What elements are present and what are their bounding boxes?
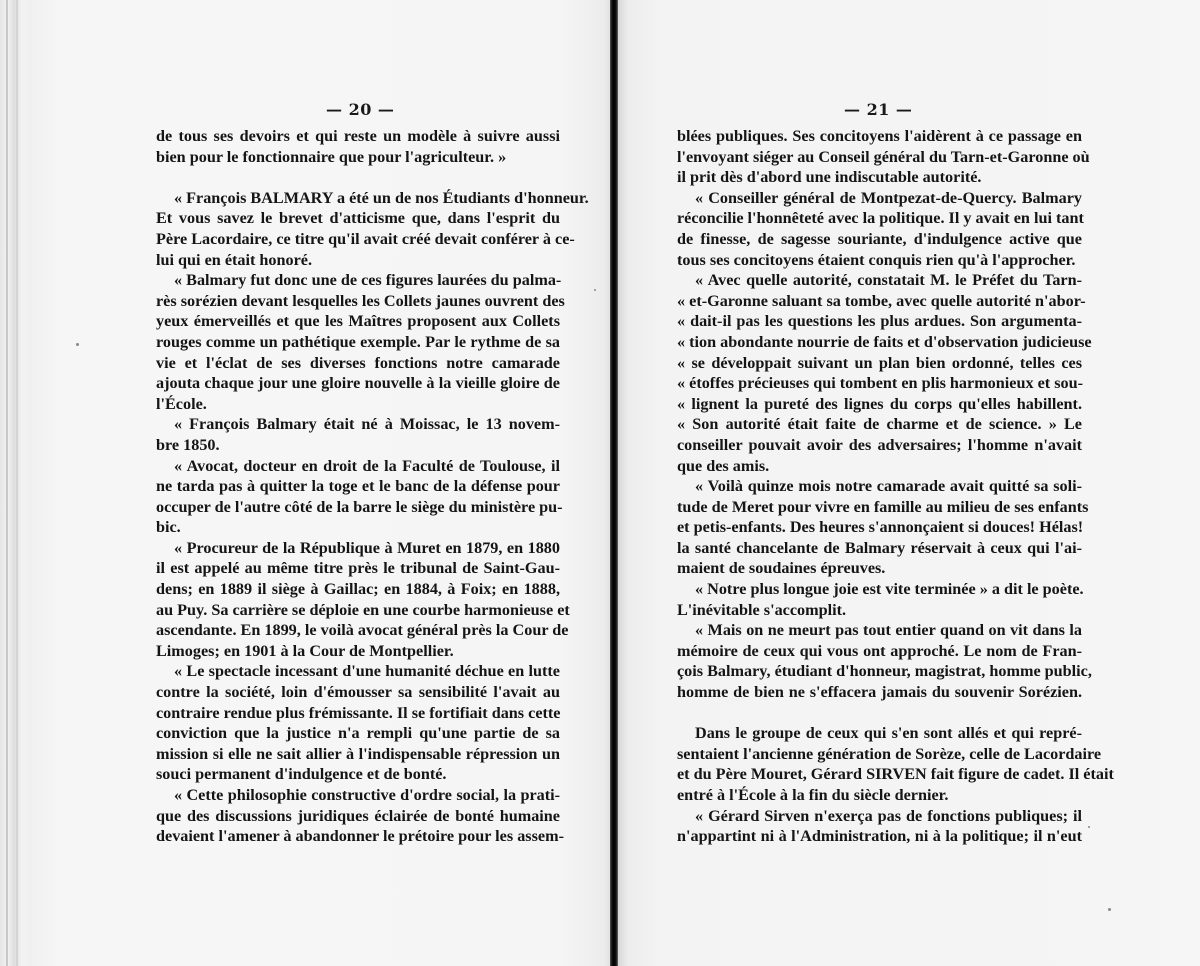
page-number: — 21 —	[844, 100, 913, 119]
text-line: « et-Garonne saluant sa tombe, avec quelle autorité n'abor-	[677, 291, 1086, 310]
text-line: contraire rendue plus frémissante. Il se fortifiait dans cette	[156, 703, 561, 722]
text-line: Dans le groupe de ceux qui s'en sont allés et qui repré-	[695, 724, 1082, 743]
text-line: conviction que la justice n'a rempli qu'une partie de sa	[156, 724, 560, 743]
text-line: L'inévitable s'accomplit.	[677, 600, 847, 619]
text-line: n'appartint ni à l'Administration, ni à la politique; il n'eut	[677, 827, 1082, 846]
text-line: rès sorézien devant lesquelles les Collets jaunes ouvrent des	[156, 291, 565, 310]
text-line: Père Lacordaire, ce titre qu'il avait créé devait conférer à ce-	[156, 229, 575, 248]
page-body-text	[156, 126, 589, 847]
text-line: bre 1850.	[156, 435, 220, 454]
text-line: tous ses concitoyens étaient conquis rien qu'à l'approcher.	[677, 250, 1076, 269]
text-line: et petis-enfants. Des heures s'annonçaient si douces! Hélas!	[677, 518, 1084, 537]
text-line: mémoire de ceux qui vous ont approché. Le nom de Fran-	[677, 641, 1082, 660]
text-line: « Avec quelle autorité, constatait M. le Préfet du Tarn-	[695, 271, 1082, 290]
book-gutter	[610, 0, 618, 966]
text-line: « Mais on ne meurt pas tout entier quand on vit dans la	[695, 621, 1082, 640]
text-line: ne tarda pas à quitter la toge et le banc de la défense pour	[156, 477, 560, 496]
text-line: mission si elle ne sait allier à l'indispensable répression un	[156, 744, 560, 763]
text-line: il prit dès d'abord une indiscutable autorité.	[677, 168, 982, 187]
text-line: de finesse, de sagesse souriante, d'indulgence active que	[677, 229, 1082, 248]
paper-speck	[594, 289, 596, 291]
text-line: « François BALMARY a été un de nos Étudiants d'honneur.	[174, 188, 589, 207]
text-line: « Procureur de la République à Muret en 1879, en 1880	[174, 538, 560, 557]
text-line: çois Balmary, étudiant d'honneur, magistrat, homme public,	[677, 662, 1092, 681]
text-line: ascendante. En 1899, le voilà avocat général près la Cour de	[156, 621, 569, 640]
text-line: Et vous savez le brevet d'atticisme que, dans l'esprit du	[156, 209, 560, 228]
text-line: « François Balmary était né à Moissac, le 13 novem-	[174, 415, 560, 434]
paper-speck	[1088, 826, 1090, 828]
text-line: « tion abondante nourrie de faits et d'observation judicieuse	[677, 332, 1092, 351]
text-line: entré à l'École à la fin du siècle dernier.	[677, 786, 949, 804]
text-line: « Son autorité était faite de charme et de science. » Le	[677, 415, 1082, 434]
text-line: occuper de l'autre côté de la barre le siège du ministère pu-	[156, 497, 563, 516]
text-line: « Le spectacle incessant d'une humanité déchue en lutte	[174, 662, 560, 681]
text-line: blées publiques. Ses concitoyens l'aidèrent à ce passage en	[677, 127, 1082, 145]
page-number: — 20 —	[326, 100, 395, 119]
text-line: que des amis.	[677, 456, 770, 475]
text-line: tude de Meret pour vivre en famille au milieu de ses enfants	[677, 497, 1089, 516]
text-line: sentaient l'ancienne génération de Sorèze, celle de Lacordaire	[677, 744, 1102, 763]
text-line: lui qui en était honoré.	[156, 250, 313, 269]
text-line: maient de soudaines épreuves.	[677, 559, 886, 578]
text-line: homme de bien ne s'effacera jamais du souvenir Sorézien.	[677, 683, 1082, 702]
paragraph-gap	[156, 167, 560, 188]
paper-speck	[76, 343, 79, 346]
text-line: de tous ses devoirs et qui reste un modèle à suivre aussi	[156, 127, 560, 145]
text-line: il est appelé au même titre près le tribunal de Saint-Gau-	[156, 559, 560, 578]
text-line: l'envoyant siéger au Conseil général du Tarn-et-Garonne où	[677, 147, 1090, 166]
text-line: « Notre plus longue joie est vite terminée » a dit le poète.	[695, 580, 1084, 599]
text-line: « Avocat, docteur en droit de la Faculté de Toulouse, il	[174, 456, 560, 475]
text-line: et du Père Mouret, Gérard SIRVEN fait figure de cadet. Il était	[677, 765, 1114, 784]
text-line: « Balmary fut donc une de ces figures laurées du palma-	[174, 271, 562, 290]
paragraph-gap	[677, 703, 1082, 724]
text-line: « Voilà quinze mois notre camarade avait quitté sa soli-	[695, 477, 1082, 496]
text-line: vie et l'éclat de ses diverses fonctions notre camarade	[156, 353, 560, 372]
text-line: dens; en 1889 il siège à Gaillac; en 1884, à Foix; en 1888,	[156, 580, 560, 599]
text-line: rouges comme un pathétique exemple. Par le rythme de sa	[156, 332, 560, 351]
text-line: souci permanent d'indulgence et de bonté.	[156, 765, 447, 784]
text-line: « Conseiller général de Montpezat-de-Quercy. Balmary	[695, 188, 1082, 207]
text-line: « dait-il pas les questions les plus ardues. Son argumenta-	[677, 312, 1082, 331]
text-line: réconcilie l'honnêteté avec la politique. Il y avait en lui tant	[677, 209, 1084, 228]
right-page	[618, 0, 1200, 966]
text-line: Limoges; en 1901 à la Cour de Montpellier.	[156, 641, 454, 660]
text-line: que des discussions juridiques éclairée de bonté humaine	[156, 806, 560, 825]
text-line: conseiller pouvait avoir des adversaires; l'homme n'avait	[677, 435, 1082, 454]
text-line: l'École.	[156, 394, 207, 413]
text-line: contre la société, loin d'émousser sa sensibilité l'avait au	[156, 683, 560, 702]
page-body-text	[677, 126, 1114, 847]
text-line: au Puy. Sa carrière se déploie en une courbe harmonieuse et	[156, 600, 570, 619]
text-line: bien pour le fonctionnaire que pour l'agriculteur. »	[156, 147, 507, 166]
text-line: « Gérard Sirven n'exerça pas de fonctions publiques; il	[695, 806, 1082, 825]
text-line: « étoffes précieuses qui tombent en plis harmonieux et sou-	[677, 374, 1084, 393]
text-line: « Cette philosophie constructive d'ordre social, la prati-	[174, 786, 560, 804]
page-edge	[16, 0, 18, 966]
text-line: yeux émerveillés et que les Maîtres proposent aux Collets	[156, 312, 560, 331]
page-edge	[6, 0, 8, 966]
text-line: « se développait suivant un plan bien ordonné, telles ces	[677, 353, 1082, 372]
text-line: ajouta chaque jour une gloire nouvelle à la vieille gloire de	[156, 374, 560, 393]
text-line: la santé chancelante de Balmary réservait à ceux qui l'ai-	[677, 538, 1082, 557]
text-line: bic.	[156, 518, 181, 537]
text-line: « lignent la pureté des lignes du corps qu'elles habillent.	[677, 394, 1082, 413]
paper-speck	[1108, 908, 1111, 911]
text-line: devaient l'amener à abandonner le prétoire pour les assem-	[156, 827, 564, 846]
